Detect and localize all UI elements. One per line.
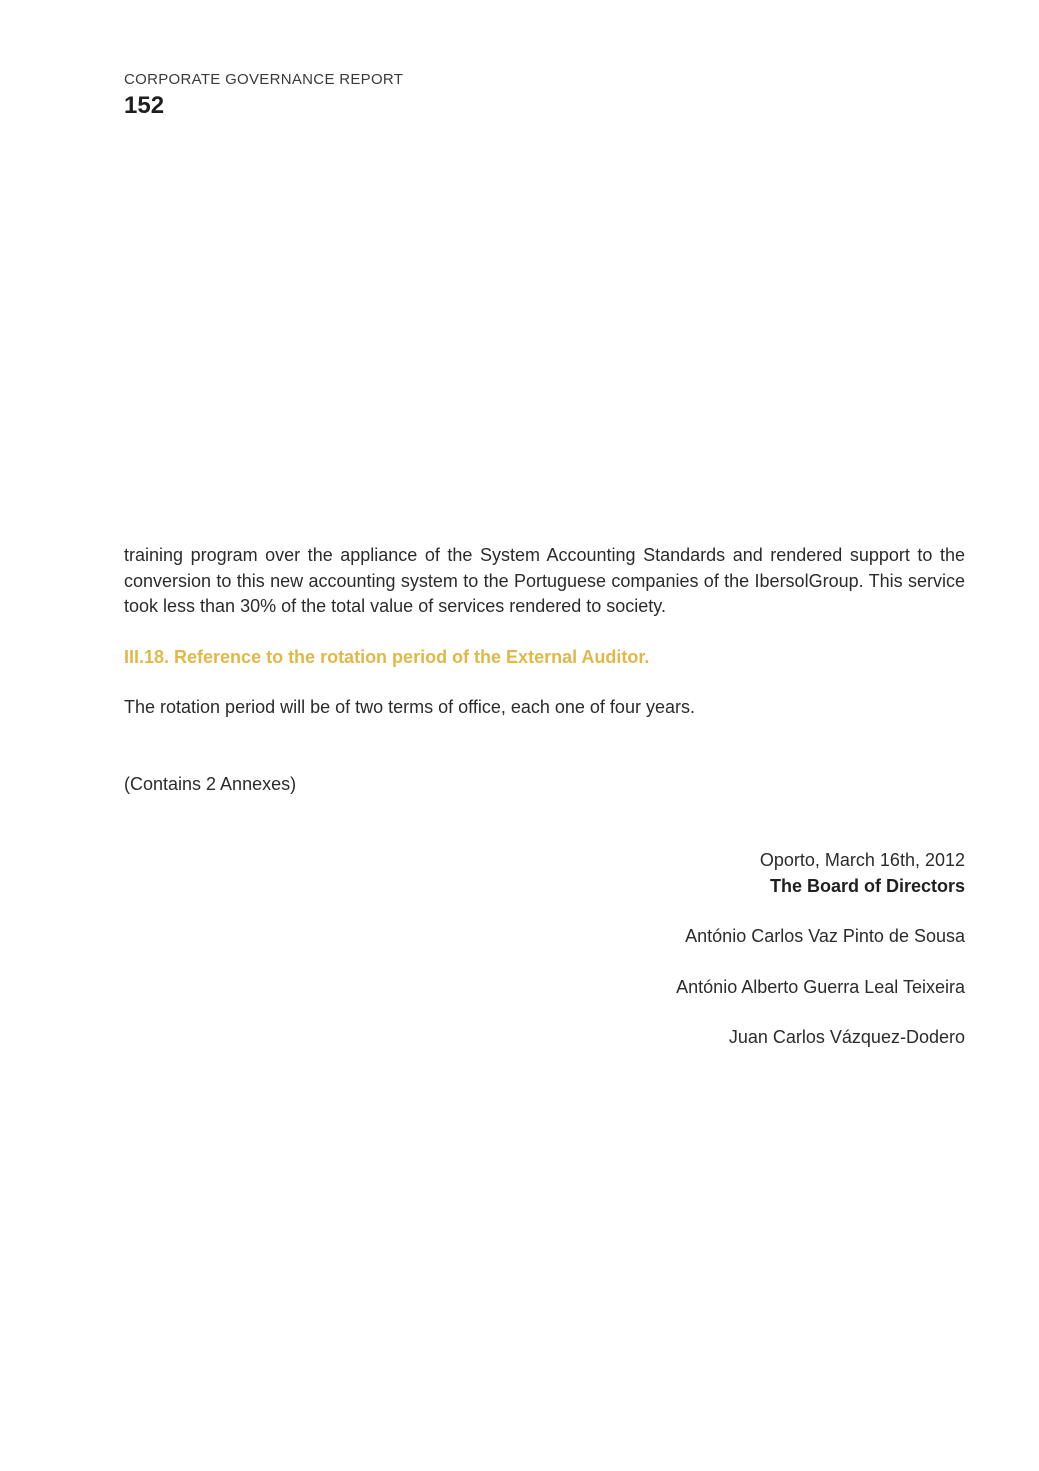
report-section-label: CORPORATE GOVERNANCE REPORT — [124, 71, 404, 88]
annex-note: (Contains 2 Annexes) — [124, 773, 297, 794]
page-header — [124, 70, 403, 121]
rotation-paragraph: The rotation period will be of two terms of office, each one of four years. — [124, 697, 695, 717]
page-number: 152 — [124, 92, 165, 119]
page-content — [124, 543, 965, 1051]
board-title: The Board of Directors — [769, 875, 965, 896]
director-name: Juan Carlos Vázquez-Dodero — [728, 1027, 965, 1047]
place-date: Oporto, March 16th, 2012 — [759, 850, 965, 870]
signature-block — [124, 848, 965, 1051]
section-heading: III.18. Reference to the rotation period of the External Auditor. — [124, 646, 650, 667]
intro-paragraph: training program over the appliance of the System Accounting Standards and rendered support to the conversion to this new accounting system to the Portuguese companies of the IbersolGroup. This service took less than 30% of the total value of services rendered to society. — [124, 545, 965, 616]
director-name: António Alberto Guerra Leal Teixeira — [676, 976, 965, 997]
director-name: António Carlos Vaz Pinto de Sousa — [685, 926, 965, 946]
